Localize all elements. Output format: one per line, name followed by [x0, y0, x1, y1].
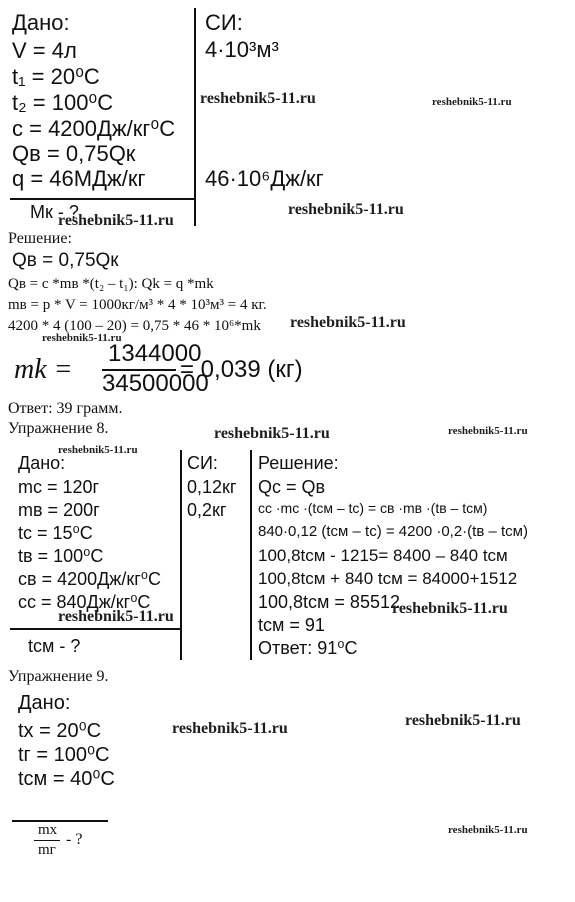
solution-line-2: Qв = c *mв *(t₂ – t₁): Qk = q *mk — [8, 276, 214, 292]
watermark: reshebnik5-11.ru — [58, 212, 174, 229]
ex8-given-tc: tс = 15⁰C — [18, 523, 93, 543]
ex8-solution-line-2: cс ·mс ·(tсм – tс) = cв ·mв ·(tв – tсм) — [258, 500, 488, 516]
watermark: reshebnik5-11.ru — [432, 96, 512, 108]
given-volume: V = 4л — [12, 38, 77, 63]
given-t1: t₁ = 20⁰C — [12, 64, 100, 89]
watermark: reshebnik5-11.ru — [392, 600, 508, 617]
given-find-divider — [10, 198, 194, 200]
ex8-divider-1 — [180, 450, 182, 660]
ex9-given-tx: tх = 20⁰C — [18, 720, 102, 742]
watermark: reshebnik5-11.ru — [58, 444, 138, 456]
ex9-find-fraction-bar — [34, 840, 60, 841]
ex8-solution-line-4: 100,8tсм - 1215= 8400 – 840 tсм — [258, 546, 508, 565]
given-q: q = 46МДж/кг — [12, 166, 146, 191]
si-q: 46·10⁶Дж/кг — [205, 166, 324, 191]
watermark: reshebnik5-11.ru — [58, 608, 174, 625]
given-si-divider — [194, 8, 196, 226]
watermark: reshebnik5-11.ru — [405, 712, 521, 729]
ex8-solution-line-3: 840·0,12 (tсм – tс) = 4200 ·0,2·(tв – tсм) — [258, 523, 528, 540]
ex8-si-title: СИ: — [187, 453, 218, 473]
ex9-given-tg: tг = 100⁰C — [18, 744, 110, 766]
solution-line-4: 4200 * 4 (100 – 20) = 0,75 * 46 * 10⁶*mk — [8, 318, 261, 334]
ex8-solution-line-6: 100,8tсм = 85512 — [258, 592, 400, 612]
given-qv: Qв = 0,75Qк — [12, 141, 136, 166]
ex8-given-title: Дано: — [18, 453, 66, 473]
ex8-given-mc: mс = 120г — [18, 477, 100, 497]
ex8-find-divider — [10, 628, 180, 630]
watermark: reshebnik5-11.ru — [200, 90, 316, 107]
watermark: reshebnik5-11.ru — [448, 824, 528, 836]
watermark: reshebnik5-11.ru — [172, 720, 288, 737]
ex8-given-tv: tв = 100⁰C — [18, 546, 104, 566]
watermark: reshebnik5-11.ru — [42, 332, 122, 344]
find-mk: Мк - ? — [30, 202, 79, 222]
watermark: reshebnik5-11.ru — [290, 314, 406, 331]
ex9-find-numerator: mх — [38, 822, 58, 838]
watermark: reshebnik5-11.ru — [214, 425, 330, 442]
formula-lhs: mk = — [14, 354, 73, 385]
formula-denominator: 34500000 — [102, 370, 209, 397]
ex8-solution-line-5: 100,8tсм + 840 tсм = 84000+1512 — [258, 569, 518, 588]
ex8-solution-title: Решение: — [258, 453, 339, 473]
ex9-find-divider — [12, 820, 108, 822]
watermark: reshebnik5-11.ru — [288, 201, 404, 218]
solution-line-3: mв = p * V = 1000кг/м³ * 4 * 10³м³ = 4 кг. — [8, 297, 267, 313]
given-c: c = 4200Дж/кг⁰C — [12, 116, 176, 141]
exercise-8-title: Упражнение 8. — [8, 420, 109, 437]
ex9-given-title: Дано: — [18, 692, 71, 714]
ex8-solution-line-7: tсм = 91 — [258, 615, 325, 635]
formula-numerator: 1344000 — [108, 340, 202, 367]
solution-title: Решение: — [8, 230, 72, 247]
ex8-find: tсм - ? — [28, 636, 81, 656]
given-t2: t₂ = 100⁰C — [12, 90, 114, 115]
ex8-given-mv: mв = 200г — [18, 500, 100, 520]
ex8-divider-2 — [250, 450, 252, 660]
ex8-solution-line-1: Qс = Qв — [258, 477, 326, 497]
given-title: Дано: — [12, 10, 70, 35]
ex9-find-denominator: mг — [38, 842, 56, 858]
ex8-given-cv: cв = 4200Дж/кг⁰C — [18, 569, 162, 589]
ex9-given-tsm: tсм = 40⁰C — [18, 768, 115, 790]
ex8-si-mv: 0,2кг — [187, 500, 227, 520]
solution-line-1: Qв = 0,75Qк — [12, 250, 119, 271]
ex8-given-cc: cс = 840Дж/кг⁰C — [18, 592, 151, 612]
formula-rhs: = 0,039 (кг) — [180, 356, 303, 383]
ex8-answer: Ответ: 91⁰C — [258, 638, 358, 658]
si-volume: 4·10³м³ — [205, 37, 279, 62]
si-title: СИ: — [205, 10, 243, 35]
ex9-find-suffix: - ? — [66, 831, 83, 848]
exercise-9-title: Упражнение 9. — [8, 668, 109, 685]
watermark: reshebnik5-11.ru — [448, 425, 528, 437]
ex8-si-mc: 0,12кг — [187, 477, 237, 497]
answer-7: Ответ: 39 грамм. — [8, 400, 123, 417]
